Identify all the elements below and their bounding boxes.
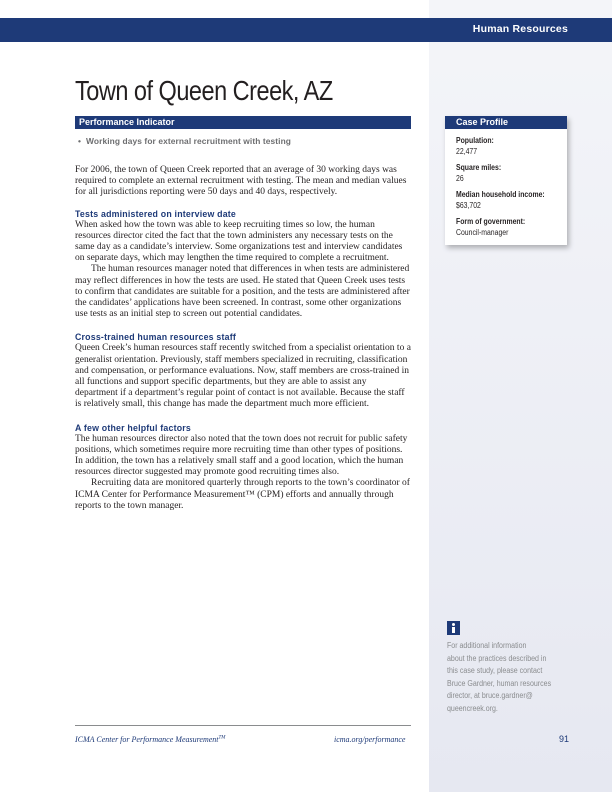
footer-publication-text: ICMA Center for Performance Measurement xyxy=(75,735,219,744)
profile-value: $63,702 xyxy=(456,201,481,210)
paragraph: Recruiting data are monitored quarterly through reports to the town’s coordinator of ICMA Center for Performance Measurement™ (CPM) efforts and annually through reports to the town manager. xyxy=(75,478,410,511)
profile-item-square-miles xyxy=(445,163,567,183)
paragraph: When asked how the town was able to keep recruiting times so low, the human resources director cited the fact that the town administers any necessary tests on the same day as a candidate’s interview. Some organizations test and interview candidates on separate days, which may lengthen the time required to complete a recruitment. xyxy=(75,219,403,264)
section-header-bar xyxy=(0,18,612,42)
contact-note-line: director, at bruce.gardner@ xyxy=(447,691,533,701)
footer-publication xyxy=(75,735,225,744)
page-title: Town of Queen Creek, AZ xyxy=(75,75,333,106)
performance-indicator-bullet xyxy=(75,136,411,146)
profile-label: Form of government: xyxy=(456,217,526,226)
section-heading: Cross-trained human resources staff xyxy=(75,332,236,343)
contact-note-line: this case study, please contact xyxy=(447,666,543,676)
section-heading: Tests administered on interview date xyxy=(75,208,237,219)
profile-item-population xyxy=(445,136,567,156)
section-heading: A few other helpful factors xyxy=(75,422,192,433)
trademark-mark: TM xyxy=(218,735,226,741)
paragraph: The human resources director also noted that the town does not recruit for public safety positions, which sometimes require more recruiting time than other types of positions. In addition, the town has a relatively small staff and a good location, which the human resources director suggested may promote good recruiting times also. xyxy=(75,433,408,478)
profile-value: 22,477 xyxy=(456,147,478,156)
paragraph: The human resources manager noted that differences in when tests are administered may reflect differences in how the tests are used. He stated that Queen Creek uses tests to confirm that candidates are suitable for a position, and the tests are administered after the candidates’ applications have been screened. In contrast, some other organizations use tests as an initial step to screen out potential candidates. xyxy=(75,264,410,320)
page-number: 91 xyxy=(559,734,570,744)
info-icon xyxy=(447,621,460,635)
profile-item-median-income xyxy=(445,190,567,210)
bullet-text: Working days for external recruitment with testing xyxy=(86,136,291,146)
contact-note-line: queencreek.org. xyxy=(447,703,498,713)
profile-value: Council-manager xyxy=(456,228,509,237)
intro-paragraph: For 2006, the town of Queen Creek reported that an average of 30 working days was required to complete an external recruitment with testing. The mean and median values for all jurisdictions reporting were 50 days and 40 days, respectively. xyxy=(75,165,407,198)
profile-label: Population: xyxy=(456,136,494,145)
profile-item-form-of-government xyxy=(445,217,567,237)
case-profile-heading: Case Profile xyxy=(445,116,567,129)
case-profile-box xyxy=(445,116,567,245)
footer-divider xyxy=(75,725,411,726)
section-label: Human Resources xyxy=(472,23,568,35)
main-content xyxy=(75,116,411,512)
contact-note xyxy=(447,640,572,716)
contact-note-line: Bruce Gardner, human resources xyxy=(447,678,552,688)
profile-label: Median household income: xyxy=(456,190,545,199)
performance-indicator-heading: Performance Indicator xyxy=(75,116,411,129)
contact-note-line: For additional information xyxy=(447,641,527,650)
paragraph: Queen Creek’s human resources staff recently switched from a specialist orientation to a generalist orientation. Previously, staff members specialized in recruiting, classification and compensation, or performance evaluations. Now, staff members are cross-trained in all functions and support specific departments, but they are able to assist any department if a department’s regular point of contact is not available. Because the staff is relatively small, this change has made the department much more efficient. xyxy=(75,343,411,410)
contact-note-line: about the practices described in xyxy=(447,653,547,663)
bullet-icon: • xyxy=(78,136,82,146)
footer-url: icma.org/performance xyxy=(334,735,406,744)
profile-label: Square miles: xyxy=(456,163,502,172)
profile-value: 26 xyxy=(456,174,464,183)
